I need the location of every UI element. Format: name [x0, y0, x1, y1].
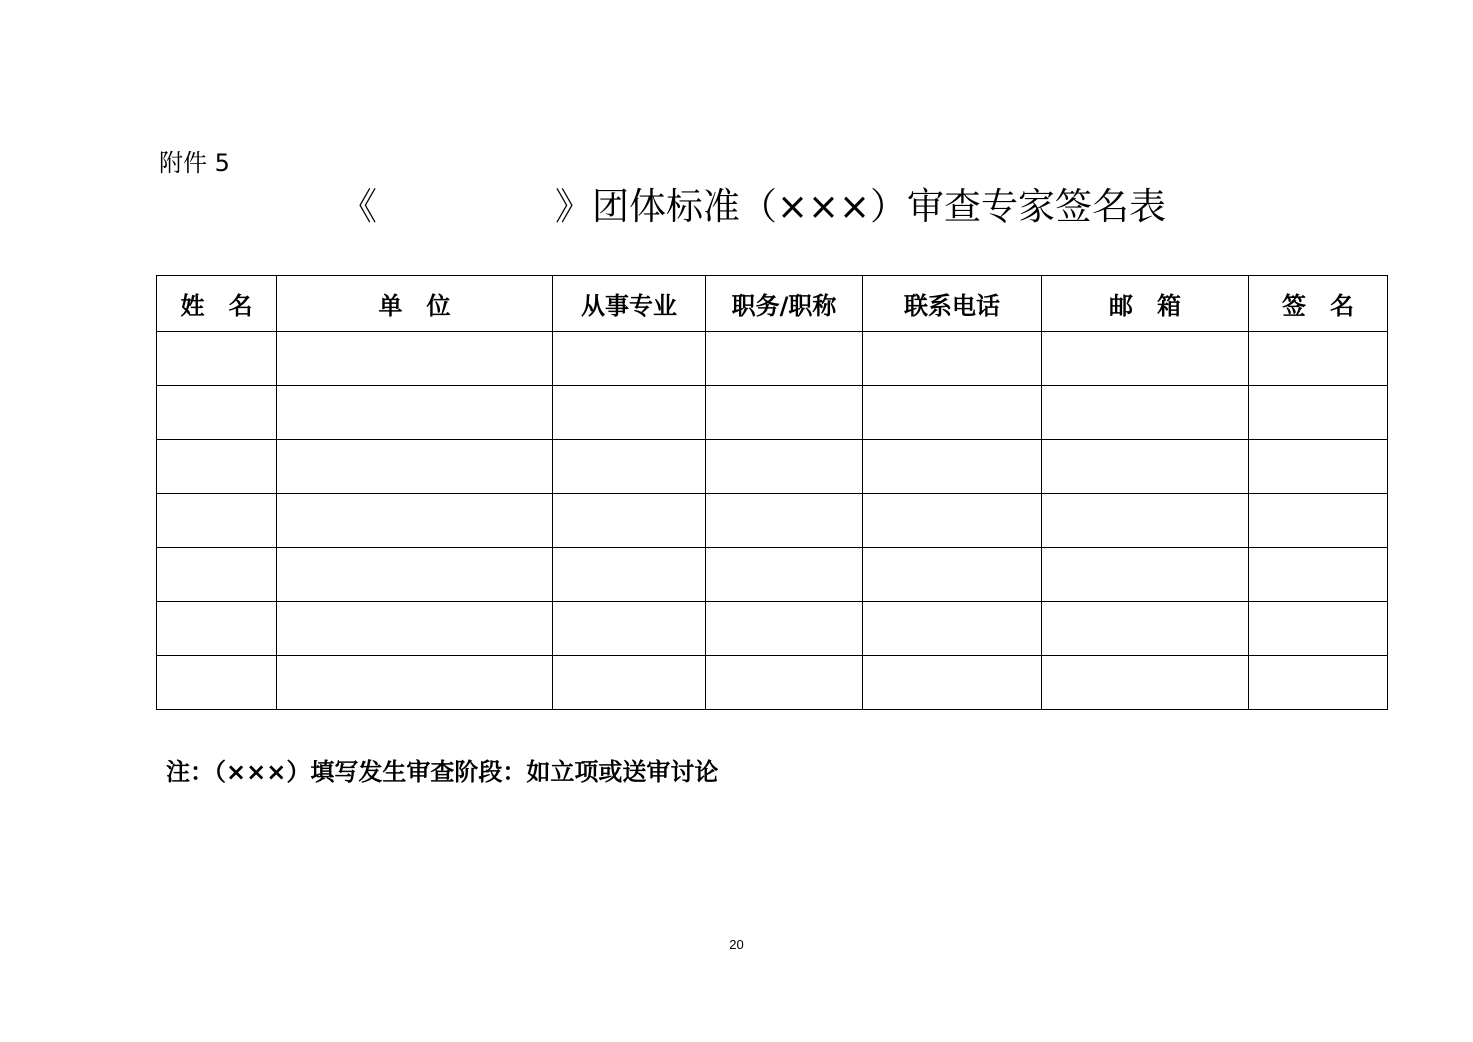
table-cell [1042, 656, 1249, 710]
table-cell [1249, 602, 1388, 656]
header-name: 姓 名 [157, 276, 277, 332]
table-row [157, 332, 1388, 386]
table-cell [863, 440, 1042, 494]
table-cell [863, 494, 1042, 548]
table-cell [863, 656, 1042, 710]
table-cell [1042, 602, 1249, 656]
table-cell [277, 332, 553, 386]
table-row [157, 386, 1388, 440]
table-cell [706, 332, 863, 386]
table-cell [157, 602, 277, 656]
header-email: 邮 箱 [1042, 276, 1249, 332]
table-cell [1249, 656, 1388, 710]
title-text: 》团体标准（×××）审查专家签名表 [555, 185, 1167, 228]
table-cell [277, 386, 553, 440]
table-note: 注：（×××）填写发生审查阶段：如立项或送审讨论 [166, 758, 719, 786]
table-cell [553, 386, 706, 440]
page-number: 20 [729, 937, 744, 952]
table-cell [706, 548, 863, 602]
table-cell [863, 332, 1042, 386]
table-cell [277, 440, 553, 494]
table-cell [1042, 548, 1249, 602]
title-open-bracket: 《 [340, 185, 377, 228]
expert-signature-table [156, 275, 1388, 710]
table-cell [706, 602, 863, 656]
table-cell [157, 440, 277, 494]
table-cell [706, 656, 863, 710]
header-organization: 单 位 [277, 276, 553, 332]
table-cell [277, 548, 553, 602]
table-row [157, 548, 1388, 602]
table-cell [553, 602, 706, 656]
table-row [157, 656, 1388, 710]
table-cell [1249, 386, 1388, 440]
header-position-title: 职务/职称 [706, 276, 863, 332]
table-cell [1042, 332, 1249, 386]
table-cell [553, 656, 706, 710]
table-cell [157, 548, 277, 602]
table-cell [706, 494, 863, 548]
table-cell [157, 656, 277, 710]
table-cell [277, 602, 553, 656]
table-cell [277, 656, 553, 710]
page-title [340, 184, 1166, 230]
table-cell [1249, 548, 1388, 602]
table-cell [157, 386, 277, 440]
table-cell [1042, 386, 1249, 440]
table-cell [706, 386, 863, 440]
attachment-label: 附件 5 [159, 149, 230, 177]
table-cell [863, 602, 1042, 656]
table-cell [157, 494, 277, 548]
table-cell [157, 332, 277, 386]
table-cell [706, 440, 863, 494]
table-cell [863, 386, 1042, 440]
table-row [157, 494, 1388, 548]
table-cell [1042, 440, 1249, 494]
table-cell [1249, 332, 1388, 386]
table-cell [277, 494, 553, 548]
table-cell [553, 440, 706, 494]
header-specialty: 从事专业 [553, 276, 706, 332]
header-phone: 联系电话 [863, 276, 1042, 332]
table-header-row [157, 276, 1388, 332]
table-cell [863, 548, 1042, 602]
table-row [157, 440, 1388, 494]
table-cell [1249, 494, 1388, 548]
table-row [157, 602, 1388, 656]
table-cell [1249, 440, 1388, 494]
table-cell [553, 332, 706, 386]
table-cell [1042, 494, 1249, 548]
table-cell [553, 494, 706, 548]
table-cell [553, 548, 706, 602]
header-signature: 签 名 [1249, 276, 1388, 332]
